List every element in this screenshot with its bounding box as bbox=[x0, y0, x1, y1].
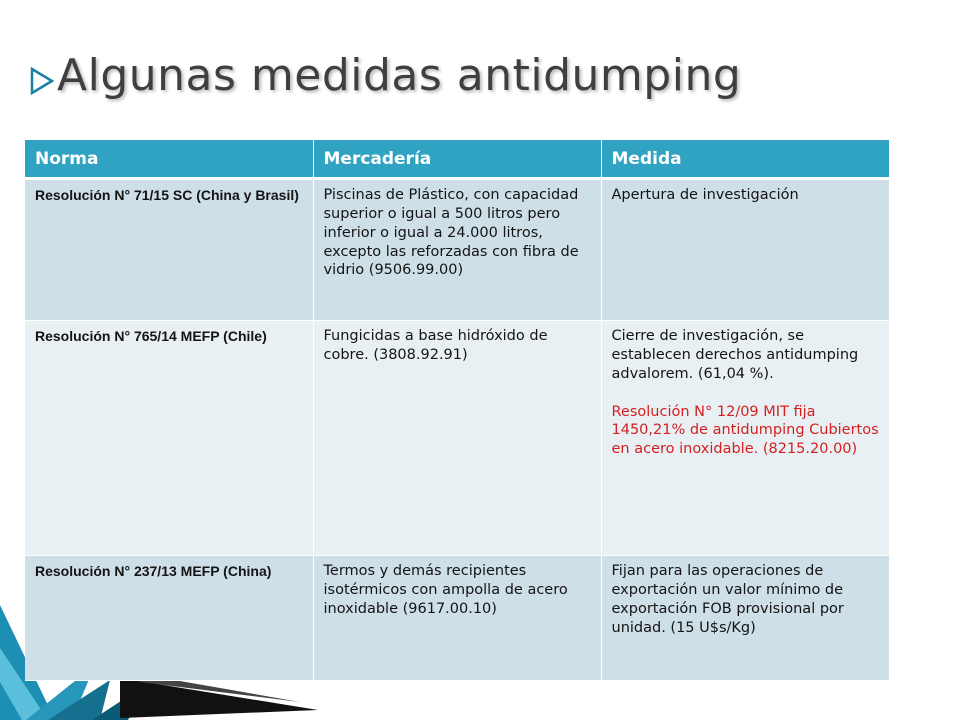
norma-cell: Resolución N° 765/14 MEFP (Chile) bbox=[25, 321, 313, 556]
medida-text: Cierre de investigación, se establecen derechos antidumping advalorem. (61,04 %). bbox=[611, 328, 859, 382]
table-row bbox=[25, 321, 889, 556]
triangle-bullet-icon bbox=[28, 67, 56, 95]
column-header-medida: Medida bbox=[601, 140, 889, 179]
column-header-mercaderia: Mercadería bbox=[313, 140, 601, 179]
table-row bbox=[25, 556, 889, 681]
table-row bbox=[25, 179, 889, 321]
mercaderia-cell: Termos y demás recipientes isotérmicos con ampolla de acero inoxidable (9617.00.10) bbox=[313, 556, 601, 681]
slide-title: Algunas medidas antidumping bbox=[57, 50, 742, 101]
medida-note-red: Resolución N° 12/09 MIT fija 1450,21% de antidumping Cubiertos en acero inoxidable. (8215.20.00) bbox=[611, 403, 879, 458]
medida-cell bbox=[601, 321, 889, 556]
norma-cell: Resolución N° 71/15 SC (China y Brasil) bbox=[25, 179, 313, 321]
antidumping-table bbox=[25, 140, 889, 681]
table-header-row bbox=[25, 140, 889, 179]
medida-cell: Fijan para las operaciones de exportación un valor mínimo de exportación FOB provisional por unidad. (15 U$s/Kg) bbox=[601, 556, 889, 681]
mercaderia-cell: Piscinas de Plástico, con capacidad superior o igual a 500 litros pero inferior o igual a 24.000 litros, excepto las reforzadas con fibra de vidrio (9506.99.00) bbox=[313, 179, 601, 321]
mercaderia-cell: Fungicidas a base hidróxido de cobre. (3808.92.91) bbox=[313, 321, 601, 556]
medida-cell: Apertura de investigación bbox=[601, 179, 889, 321]
norma-cell: Resolución N° 237/13 MEFP (China) bbox=[25, 556, 313, 681]
column-header-norma: Norma bbox=[25, 140, 313, 179]
